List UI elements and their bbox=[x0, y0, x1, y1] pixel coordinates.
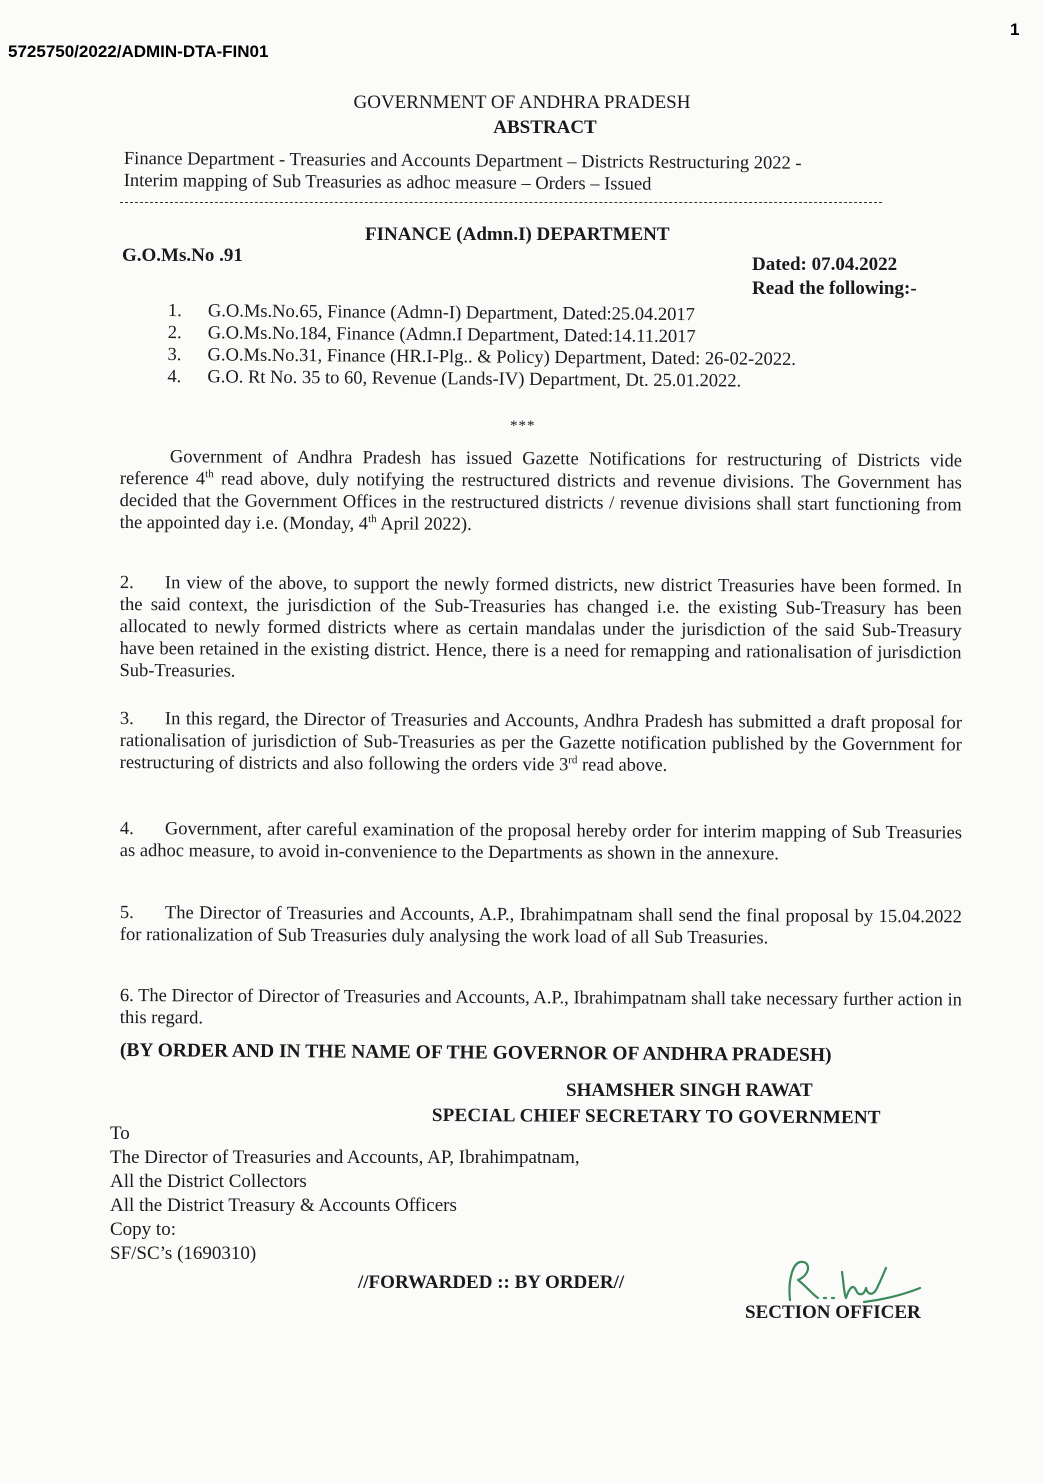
read-following: Read the following:- bbox=[752, 278, 917, 299]
paragraph-2: 2. In view of the above, to support the newly formed districts, new district Treasuries have been formed. In the said context, the jurisdiction of the Sub-Treasuries has changed i.e. the existing Sub-Treasury has been allocated to newly formed districts where as certain mandalas under the jurisdiction of the said Sub-Treasury have been retained in the existing district. Hence, there is a need for remapping and rationalisation of jurisdiction Sub-Treasuries. bbox=[119, 573, 962, 682]
forwarded-line: //FORWARDED :: BY ORDER// bbox=[358, 1272, 625, 1293]
recipient-line: All the District Treasury & Accounts Officers bbox=[110, 1195, 457, 1216]
copy-to-label: Copy to: bbox=[110, 1219, 176, 1240]
by-order-line: (BY ORDER AND IN THE NAME OF THE GOVERNOR OF ANDHRA PRADESH) bbox=[119, 1040, 832, 1066]
paragraph-3: 3. In this regard, the Director of Treasuries and Accounts, Andhra Pradesh has submitted a draft proposal for rationalisation of jurisdiction of Sub-Treasuries as per the Gazette notification published by the Government for restructuring of districts and also following the orders vide 3rd read above. bbox=[119, 709, 962, 776]
to-label: To bbox=[110, 1123, 130, 1144]
dashed-divider bbox=[120, 202, 882, 203]
paragraph-5: 5. The Director of Treasuries and Accounts, A.P., Ibrahimpatnam shall send the final proposal by 15.04.2022 for rationalization of Sub Treasuries duly analysing the work load of all Sub Treasuries. bbox=[119, 903, 962, 949]
page-number: 1 bbox=[1010, 20, 1020, 39]
subject bbox=[124, 148, 974, 198]
reference-item: 3. G.O.Ms.No.31, Finance (HR.I-Plg.. & Policy) Department, Dated: 26-02-2022. bbox=[167, 344, 796, 370]
signatory-name: SHAMSHER SINGH RAWAT bbox=[566, 1080, 813, 1101]
section-officer-label: SECTION OFFICER bbox=[745, 1302, 921, 1323]
paragraph-4: 4. Government, after careful examination of the proposal hereby order for interim mapping of Sub Treasuries as adhoc measure, to avoid in-convenience to the Departments as shown in the annexure. bbox=[119, 819, 962, 865]
reference-item: 1. G.O.Ms.No.65, Finance (Admn-I) Department, Dated:25.04.2017 bbox=[167, 300, 696, 326]
paragraph-6: 6. The Director of Director of Treasuries and Accounts, A.P., Ibrahimpatnam shall take necessary further action in this regard. bbox=[119, 986, 962, 1029]
subject-line-2: Interim mapping of Sub Treasuries as adhoc measure – Orders – Issued bbox=[123, 170, 652, 195]
recipients-block bbox=[110, 1122, 580, 1266]
separator-stars: *** bbox=[510, 418, 536, 434]
signatory-title: SPECIAL CHIEF SECRETARY TO GOVERNMENT bbox=[431, 1105, 881, 1129]
go-number: G.O.Ms.No .91 bbox=[122, 245, 243, 266]
abstract-heading: ABSTRACT bbox=[493, 117, 597, 138]
reference-list bbox=[167, 300, 796, 393]
copy-recipient: SF/SC’s (1690310) bbox=[110, 1243, 257, 1264]
department-heading: FINANCE (Admn.I) DEPARTMENT bbox=[365, 224, 670, 245]
reference-item: 4. G.O. Rt No. 35 to 60, Revenue (Lands-IV) Department, Dt. 25.01.2022. bbox=[167, 366, 742, 392]
subject-line-1: Finance Department - Treasuries and Accounts Department – Districts Restructuring 2022 - bbox=[123, 148, 802, 174]
document-id: 5725750/2022/ADMIN-DTA-FIN01 bbox=[8, 42, 269, 61]
recipient-line: The Director of Treasuries and Accounts, AP, Ibrahimpatnam, bbox=[110, 1147, 580, 1168]
order-date: Dated: 07.04.2022 bbox=[752, 254, 898, 275]
paragraph-1: Government of Andhra Pradesh has issued Gazette Notifications for restructuring of Districts vide reference 4th read above, duly notifying the restructured districts and revenue divisions. The Government has decided that the Government Offices in the restructured districts / revenue divisions shall start functioning from the appointed day i.e. (Monday, 4th April 2022). bbox=[119, 447, 962, 535]
recipient-line: All the District Collectors bbox=[110, 1171, 307, 1192]
government-heading: GOVERNMENT OF ANDHRA PRADESH bbox=[353, 92, 691, 113]
reference-item: 2. G.O.Ms.No.184, Finance (Admn.I Department, Dated:14.11.2017 bbox=[167, 322, 696, 348]
